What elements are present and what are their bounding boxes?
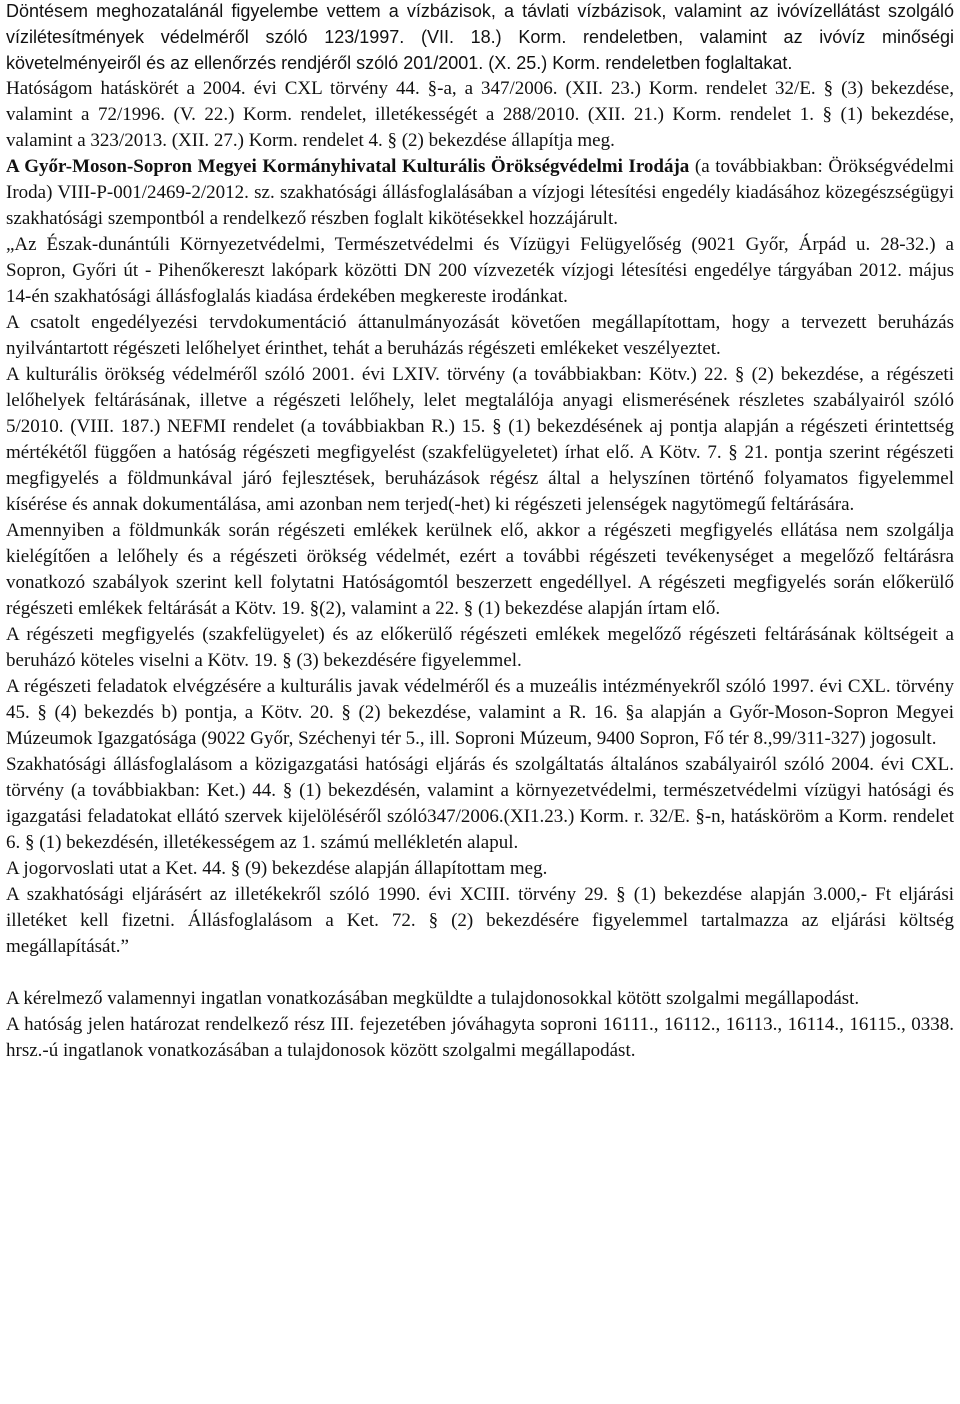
paragraph-authority-competence: Hatóságom hatáskörét a 2004. évi CXL törvény 44. §-a, a 347/2006. (XII. 23.) Korm. rendelet 32/E. § (3) bekezdése, valamint a 72/1996. (V. 22.) Korm. rendelet, illetékességét a 288/2010. (XII. 21.) Korm. rendelet 1. § (1) bekezdése, valamint a 323/2013. (XII. 27.) Korm. rendelet 4. § (2) bekezdése állapítja meg. xyxy=(6,78,954,151)
paragraph-legal-basis-water: Döntésem meghozatalánál figyelembe vettem a vízbázisok, a távlati vízbázisok, valamint az ivóvízellátást szolgáló vízilétesítmények védelméről szóló 123/1997. (VII. 18.) Korm. rendeletben, valamint az ivóvíz minőségi követelményeiről és az ellenőrzés rendjéről szóló 201/2001. (X. 25.) Korm. rendeletben foglaltakat. xyxy=(6,1,954,73)
paragraph-remedy: A jogorvoslati utat a Ket. 44. § (9) bekezdése alapján állapítottam meg. xyxy=(6,858,548,879)
paragraph-opinion-basis: Szakhatósági állásfoglalásom a közigazgatási hatósági eljárás és szolgáltatás általános szabályairól szóló 2004. évi CXL. törvény (a továbbiakban: Ket.) 44. § (1) bekezdésén, valamint a környezetvédelmi, természetvédelmi vízügyi hatósági és igazgatási feladatokat ellátó szervek kijelöléséről szóló347/2006.(XI1.23.) Korm. r. 32/E. §-n, hatásköröm a Korm. rendelet 6. § (1) bekezdésén, illetékességem az 1. számú mellékletén alapul. xyxy=(6,754,954,853)
document-page xyxy=(6,0,954,1064)
paragraph-gap xyxy=(6,960,954,986)
heritage-office-name: A Győr-Moson-Sopron Megyei Kormányhivatal Kulturális Örökségvédelmi Irodája xyxy=(6,156,690,177)
paragraph-easement-sent: A kérelmező valamennyi ingatlan vonatkozásában megküldte a tulajdonosokkal kötött szolgalmi megállapodást. xyxy=(6,988,860,1009)
paragraph-museum: A régészeti feladatok elvégzésére a kulturális javak védelméről és a muzeális intézményekről szóló 1997. évi CXL. törvény 45. § (4) bekezdés b) pontja, a Kötv. 20. § (2) bekezdése, valamint a R. 16. §a alapján a Győr-Moson-Sopron Megyei Múzeumok Igazgatósága (9022 Győr, Széchenyi tér 5., ill. Soproni Múzeum, 9400 Sopron, Fő tér 8.,99/311-327) jogosult. xyxy=(6,676,954,749)
paragraph-heritage-office xyxy=(6,154,954,232)
heritage-office-text: (a továbbiakban: Örökségvédelmi Iroda) VIII-P-001/2469-2/2012. sz. szakhatósági állásfoglalásában a vízjogi létesítési engedély kiadásához közegészségügyi szakhatósági szempontból a rendelkező részben foglalt kikötésekkel hozzájárult. xyxy=(6,156,954,229)
paragraph-documentation-review: A csatolt engedélyezési tervdokumentáció áttanulmányozását követően megállapítottam, hogy a tervezett beruházás nyilvántartott régészeti lelőhelyet érinthet, tehát a beruházás régészeti emlékeket veszélyeztet. xyxy=(6,312,954,359)
paragraph-easement-approved: A hatóság jelen határozat rendelkező rész III. fejezetében jóváhagyta soproni 16111., 16112., 16113., 16114., 16115., 0338. hrsz.-ú ingatlanok vonatkozásában a tulajdonosok között szolgalmi megállapodást. xyxy=(6,1014,954,1061)
paragraph-quote-start: „Az Észak-dunántúli Környezetvédelmi, Természetvédelmi és Vízügyi Felügyelőség (9021 Győr, Árpád u. 28-32.) a Sopron, Győri út - Pihenőkereszt lakópark közötti DN 200 vízvezeték vízjogi létesítési engedélye tárgyában 2012. május 14-én szakhatósági állásfoglalás kiadása érdekében megkereste irodánkat. xyxy=(6,234,954,307)
paragraph-costs: A régészeti megfigyelés (szakfelügyelet) és az előkerülő régészeti emlékek megelőző régészeti feltárásának költségeit a beruházó köteles viselni a Kötv. 19. § (3) bekezdésére figyelemmel. xyxy=(6,624,954,671)
paragraph-earthworks: Amennyiben a földmunkák során régészeti emlékek kerülnek elő, akkor a régészeti megfigyelés ellátása nem szolgálja kielégítően a lelőhely és a régészeti örökség védelmét, ezért a további régészeti tevékenységet a megelőző feltárásra vonatkozó szabályok szerint kell folytatni Hatóságomtól beszerzett engedéllyel. A régészeti megfigyelés során előkerülő régészeti emlékek feltárását a Kötv. 19. §(2), valamint a 22. § (1) bekezdése alapján írtam elő. xyxy=(6,520,954,619)
paragraph-fee: A szakhatósági eljárásért az illetékekről szóló 1990. évi XCIII. törvény 29. § (1) bekezdése alapján 3.000,- Ft eljárási illetéket kell fizetni. Állásfoglalásom a Ket. 72. § (2) bekezdésére figyelemmel tartalmazza az eljárási költség megállapítását.” xyxy=(6,884,954,957)
paragraph-heritage-law: A kulturális örökség védelméről szóló 2001. évi LXIV. törvény (a továbbiakban: Kötv.) 22. § (2) bekezdése, a régészeti lelőhelyek feltárásának, illetve a régészeti lelőhely, lelet megtalálója anyagi elismerésének részletes szabályairól szóló 5/2010. (VIII. 187.) NEFMI rendelet (a továbbiakban R.) 15. § (1) bekezdésének aj pontja alapján a régészeti érintettség mértékétől függően a hatóság régészeti megfigyelést (szakfelügyeletet) írhat elő. A Kötv. 7. § 21. pontja szerint régészeti megfigyelés a földmunkával járó fejlesztések, beruházások régész által a helyszínen történő folyamatos figyelemmel kísérése és annak dokumentálása, ami azonban nem terjed(-het) ki régészeti jelenségek nagytömegű feltárására. xyxy=(6,364,954,515)
